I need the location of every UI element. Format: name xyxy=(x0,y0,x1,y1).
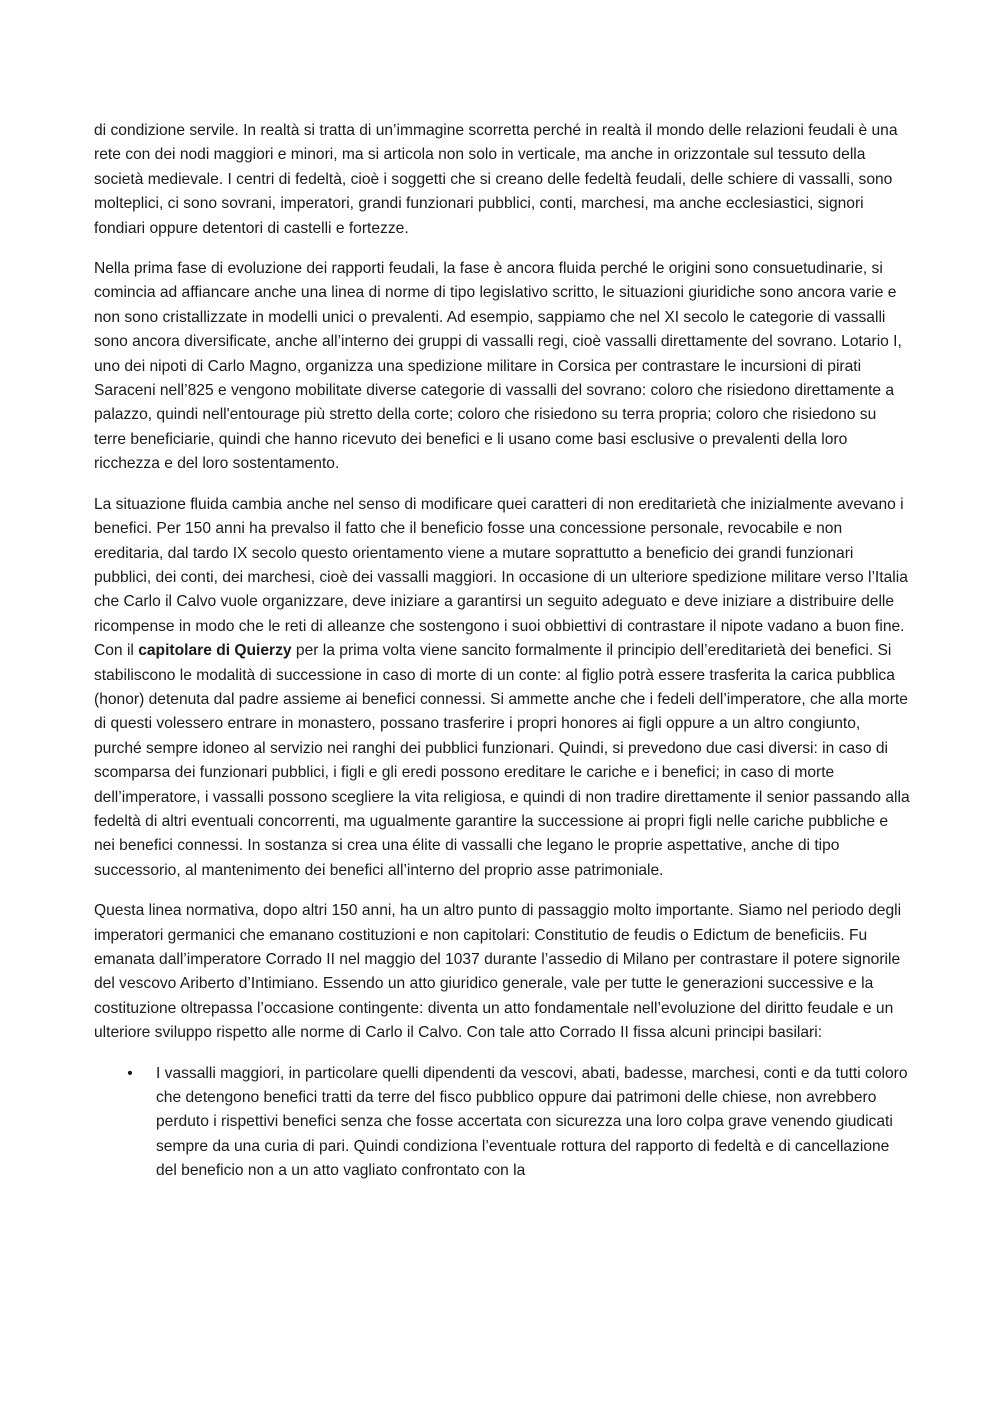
paragraph-4 xyxy=(94,899,910,1045)
paragraph-3-bold-term: capitolare di Quierzy xyxy=(138,642,292,660)
paragraph-1 xyxy=(94,119,910,241)
paragraph-4-text: Questa linea normativa, dopo altri 150 anni, ha un altro punto di passaggio molto importante. Siamo nel periodo degli imperatori germanici che emanano costituzioni e non capitolari: Constitutio de feudis o Edictum de beneficiis. Fu emanata dall’imperatore Corrado II nel maggio del 1037 durante l’assedio di Milano per contrastare il potere signorile del vescovo Ariberto d’Intimiano. Essendo un atto giuridico generale, vale per tutte le generazioni successive e la costituzione oltrepassa l’occasione contingente: diventa un atto fondamentale nell’evoluzione del diritto feudale e un ulteriore sviluppo rispetto alle norme di Carlo il Calvo. Con tale atto Corrado II fissa alcuni principi basilari: xyxy=(94,902,902,1042)
document-page xyxy=(94,119,910,1184)
paragraph-3 xyxy=(94,493,910,884)
principles-list xyxy=(94,1062,910,1184)
paragraph-2 xyxy=(94,257,910,477)
list-item-text: I vassalli maggiori, in particolare quelli dipendenti da vescovi, abati, badesse, marchesi, conti e da tutti coloro che detengono benefici tratti da terre del fisco pubblico oppure dai patrimoni delle chiese, non avrebbero perduto i rispettivi benefici senza che fosse accertata con sicurezza una loro colpa grave venendo giudicati sempre da una curia di pari. Quindi condiziona l’eventuale rottura del rapporto di fedeltà e di cancellazione del beneficio non a un atto vagliato confrontato con la xyxy=(156,1064,908,1180)
list-item xyxy=(94,1062,910,1184)
paragraph-3-text-after: per la prima volta viene sancito formalmente il principio dell’ereditarietà dei benefici. Si stabiliscono le modalità di successione in caso di morte di un conte: al figlio potrà essere trasferita la carica pubblica (honor) detenuta dal padre assieme ai benefici connessi. Si ammette anche che i fedeli dell’imperatore, che alla morte di questi volessero entrare in monastero, possano trasferire i propri honores ai figli oppure a un altro congiunto, purché sempre idoneo al servizio nei ranghi dei pubblici funzionari. Quindi, si prevedono due casi diversi: in caso di scomparsa dei funzionari pubblici, i figli e gli eredi possono ereditare le cariche e i benefici; in caso di morte dell’imperatore, i vassalli possono scegliere la vita religiosa, e quindi di non tradire direttamente il senior passando alla fedeltà di altri eventuali concorrenti, ma ugualmente garantire la successione ai propri figli nelle cariche pubbliche e nei benefici connessi. In sostanza si crea una élite di vassalli che legano le proprie aspettative, anche di tipo successorio, al mantenimento dei benefici all’interno del proprio asse patrimoniale. xyxy=(94,642,910,879)
paragraph-3-text-before: La situazione fluida cambia anche nel senso di modificare quei caratteri di non ereditarietà che inizialmente avevano i benefici. Per 150 anni ha prevalso il fatto che il beneficio fosse una concessione personale, revocabile e non ereditaria, dal tardo IX secolo questo orientamento viene a mutare soprattutto a beneficio dei grandi funzionari pubblici, dei conti, dei marchesi, cioè dei vassalli maggiori. In occasione di un ulteriore spedizione militare verso l’Italia che Carlo il Calvo vuole organizzare, deve iniziare a garantirsi un seguito adeguato e deve iniziare a distribuire delle ricompense in modo che le reti di alleanze che sostengono i suoi obbiettivi di contrastare il nipote vadano a buon fine. Con il xyxy=(94,495,908,660)
bullet-icon: • xyxy=(127,1064,133,1082)
paragraph-2-text: Nella prima fase di evoluzione dei rapporti feudali, la fase è ancora fluida perché le origini sono consuetudinarie, si comincia ad affiancare anche una linea di norme di tipo legislativo scritto, le situazioni giuridiche sono ancora varie e non sono cristallizzate in modelli unici o prevalenti. Ad esempio, sappiamo che nel XI secolo le categorie di vassalli sono ancora diversificate, anche all’interno dei gruppi di vassalli regi, cioè vassalli direttamente del sovrano. Lotario I, uno dei nipoti di Carlo Magno, organizza una spedizione militare in Corsica per contrastare le incursioni di pirati Saraceni nell’825 e vengono mobilitate diverse categorie di vassalli del sovrano: coloro che risiedono direttamente a palazzo, quindi nell'entourage più stretto della corte; coloro che risiedono su terra propria; coloro che risiedono su terre beneficiarie, quindi che hanno ricevuto dei benefici e li usano come basi esclusive o prevalenti della loro ricchezza e del loro sostentamento. xyxy=(94,260,902,473)
paragraph-1-text: di condizione servile. In realtà si tratta di un’immagine scorretta perché in realtà il mondo delle relazioni feudali è una rete con dei nodi maggiori e minori, ma si articola non solo in verticale, ma anche in orizzontale sul tessuto della società medievale. I centri di fedeltà, cioè i soggetti che si creano delle fedeltà feudali, delle schiere di vassalli, sono molteplici, ci sono sovrani, imperatori, grandi funzionari pubblici, conti, marchesi, ma anche ecclesiastici, signori fondiari oppure detentori di castelli e fortezze. xyxy=(94,122,898,237)
